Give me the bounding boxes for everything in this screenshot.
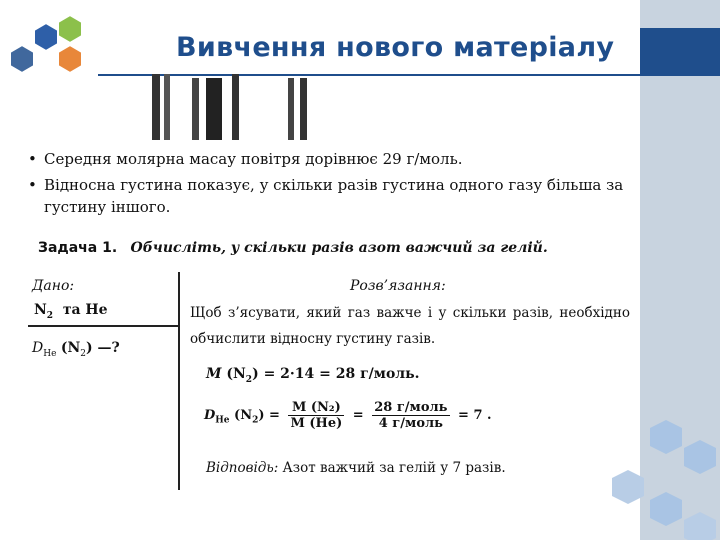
frac1-num: M (N₂) bbox=[288, 400, 344, 416]
hexagon-decor-icon bbox=[600, 420, 720, 540]
solution-text: Щоб з’ясувати, який газ важче і у скільки разів, необхідно обчислити відносну густину газів. bbox=[190, 305, 630, 347]
f2-result: = 7 . bbox=[458, 408, 492, 423]
f2-d-sub: He bbox=[215, 415, 230, 426]
f2-d: D bbox=[204, 408, 216, 423]
bullet-item: • Середня молярна масау повітря дорівнює 29 г/моль. bbox=[28, 148, 648, 170]
f1-arg-sub: 2 bbox=[245, 374, 253, 385]
f1-rhs: = 2·14 = 28 г/моль. bbox=[263, 366, 420, 382]
f2-arg-end: ) = bbox=[258, 408, 280, 423]
bullet-item: • Відносна густина показує, у скільки разів густина одного газу більша за густину іншого. bbox=[28, 174, 648, 218]
decorative-graphic bbox=[140, 68, 320, 148]
fraction-molar bbox=[288, 400, 344, 431]
given-n2-sub: 2 bbox=[46, 310, 54, 321]
f2-arg-sub: 2 bbox=[252, 415, 259, 426]
find-arg-sub: 2 bbox=[80, 348, 87, 359]
frac1-den: M (He) bbox=[290, 416, 343, 431]
solution-label: Розв’язання: bbox=[350, 278, 446, 294]
find-sub: He bbox=[43, 348, 57, 359]
page-title: Вивчення нового матеріалу bbox=[176, 32, 615, 63]
f2-arg: (N bbox=[234, 408, 253, 423]
table-divider-vertical bbox=[178, 272, 180, 490]
given-n2: N bbox=[34, 302, 47, 318]
f1-arg: (N bbox=[226, 366, 246, 382]
formula-relative-density bbox=[204, 400, 492, 431]
frac2-num: 28 г/моль bbox=[374, 400, 448, 415]
answer-line bbox=[206, 460, 506, 476]
frac2-den: 4 г/моль bbox=[378, 416, 443, 431]
given-values bbox=[34, 302, 108, 321]
task-heading bbox=[38, 240, 548, 256]
task-statement: Обчисліть, у скільки разів азот важчий за гелій. bbox=[130, 240, 548, 256]
find-arg: (N bbox=[60, 340, 81, 356]
find-d: D bbox=[32, 340, 44, 356]
f1-lhs: M bbox=[206, 366, 222, 382]
answer-text: Азот важчий за гелій у 7 разів. bbox=[282, 460, 506, 476]
f1-arg-end: ) bbox=[252, 366, 259, 382]
formula-molar-mass bbox=[206, 366, 420, 385]
table-divider-horizontal bbox=[28, 325, 178, 327]
title-bar-accent bbox=[640, 28, 720, 76]
given-label: Дано: bbox=[32, 278, 75, 294]
fraction-values bbox=[372, 400, 449, 431]
f2-eq: = bbox=[352, 408, 364, 423]
find-end: ) —? bbox=[86, 340, 120, 356]
answer-label: Відповідь: bbox=[206, 460, 279, 476]
find-value bbox=[32, 340, 120, 359]
bullet-list bbox=[28, 148, 648, 222]
task-label: Задача 1. bbox=[38, 240, 118, 256]
hexagon-logo-icon bbox=[6, 12, 92, 92]
given-rest: та He bbox=[62, 302, 108, 318]
